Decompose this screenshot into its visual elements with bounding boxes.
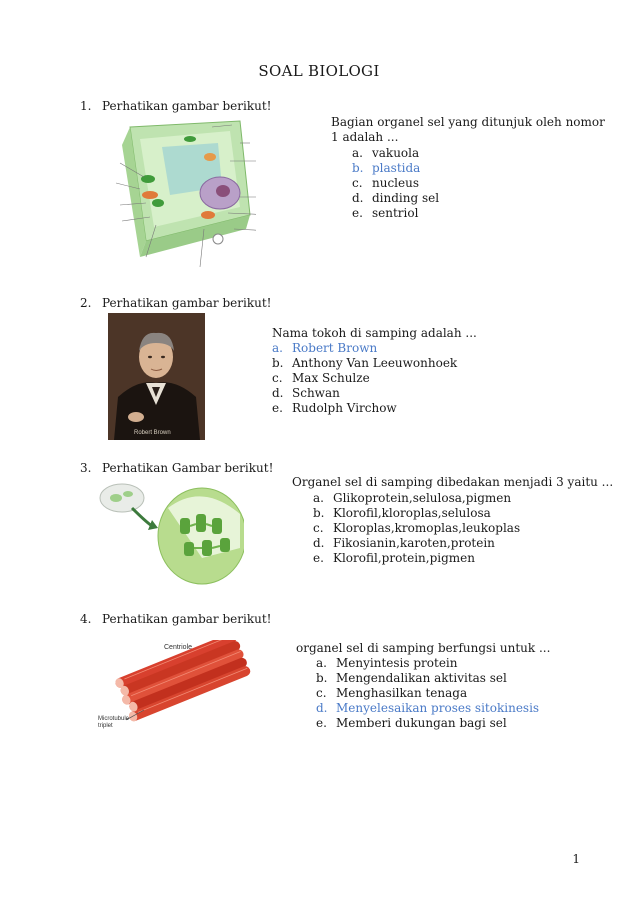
question-3-stem: Organel sel di samping dibedakan menjadi 3 yaitu ...: [292, 475, 614, 489]
option-c[interactable]: [352, 176, 439, 191]
option-letter: a.: [352, 146, 363, 160]
centriole-illustration: [96, 640, 256, 740]
question-2-prompt: [80, 296, 272, 310]
option-letter: b.: [313, 506, 325, 520]
option-letter: c.: [352, 176, 363, 190]
option-letter: b.: [272, 356, 284, 370]
option-text: Fikosianin,karoten,protein: [333, 536, 495, 550]
option-a[interactable]: [272, 341, 457, 356]
option-b[interactable]: [316, 671, 539, 686]
option-b[interactable]: [272, 356, 457, 371]
question-1-options: [352, 146, 439, 221]
option-c[interactable]: [316, 686, 539, 701]
option-letter: a.: [313, 491, 324, 505]
option-c[interactable]: [313, 521, 520, 536]
page-title: SOAL BIOLOGI: [258, 62, 380, 80]
question-prompt: Perhatikan gambar berikut!: [102, 612, 272, 626]
option-letter: d.: [316, 701, 328, 715]
question-3-options: [313, 491, 520, 566]
option-c[interactable]: [272, 371, 457, 386]
option-letter: e.: [313, 551, 324, 565]
option-letter: e.: [272, 401, 283, 415]
option-b[interactable]: [313, 506, 520, 521]
centriole-label: Centriole: [164, 644, 193, 651]
option-text: Kloroplas,kromoplas,leukoplas: [333, 521, 521, 535]
option-text: Rudolph Virchow: [292, 401, 397, 415]
plant-cell-diagram: [100, 117, 256, 273]
option-e[interactable]: [316, 716, 539, 731]
question-prompt: Perhatikan gambar berikut!: [102, 99, 272, 113]
question-prompt: Perhatikan gambar berikut!: [102, 296, 272, 310]
question-prompt: Perhatikan Gambar berikut!: [102, 461, 274, 475]
portrait-photo: [108, 313, 205, 440]
option-text: Schwan: [292, 386, 340, 400]
option-b[interactable]: [352, 161, 439, 176]
portrait-caption: Robert Brown: [134, 430, 171, 436]
option-d[interactable]: [313, 536, 520, 551]
option-text: Klorofil,kloroplas,selulosa: [333, 506, 491, 520]
option-text: Max Schulze: [292, 371, 370, 385]
option-letter: d.: [272, 386, 284, 400]
question-1-prompt: [80, 99, 272, 113]
option-letter: d.: [352, 191, 364, 205]
question-2-options: [272, 341, 457, 416]
option-a[interactable]: [316, 656, 539, 671]
option-text: Menyelesaikan proses sitokinesis: [336, 701, 540, 715]
option-d[interactable]: [272, 386, 457, 401]
option-a[interactable]: [352, 146, 439, 161]
option-letter: c.: [313, 521, 324, 535]
option-letter: c.: [316, 686, 327, 700]
question-number: 1.: [80, 99, 92, 113]
option-letter: c.: [272, 371, 283, 385]
label-line: triplet: [98, 723, 113, 729]
option-d[interactable]: [316, 701, 539, 716]
question-1-stem: [331, 115, 605, 145]
option-letter: b.: [316, 671, 328, 685]
option-e[interactable]: [352, 206, 439, 221]
option-text: nucleus: [372, 176, 420, 190]
page-number: 1: [572, 852, 580, 866]
option-text: Glikoprotein,selulosa,pigmen: [333, 491, 512, 505]
question-number: 2.: [80, 296, 92, 310]
question-2-stem: Nama tokoh di samping adalah ...: [272, 326, 477, 340]
question-4-prompt: [80, 612, 272, 626]
option-e[interactable]: [313, 551, 520, 566]
stem-line: 1 adalah ...: [331, 130, 399, 144]
option-d[interactable]: [352, 191, 439, 206]
option-text: Menyintesis protein: [336, 656, 458, 670]
option-text: Klorofil,protein,pigmen: [333, 551, 476, 565]
option-text: Menghasilkan tenaga: [336, 686, 468, 700]
option-letter: d.: [313, 536, 325, 550]
chloroplast-illustration: [98, 478, 244, 588]
option-text: Mengendalikan aktivitas sel: [336, 671, 507, 685]
option-a[interactable]: [313, 491, 520, 506]
microtubule-label: [98, 716, 129, 730]
stem-line: Bagian organel sel yang ditunjuk oleh nomor: [331, 115, 605, 129]
option-letter: a.: [272, 341, 283, 355]
option-text: plastida: [372, 161, 421, 175]
label-line: Microtubule: [98, 716, 130, 722]
option-text: Memberi dukungan bagi sel: [336, 716, 507, 730]
option-text: vakuola: [372, 146, 420, 160]
option-text: sentriol: [372, 206, 419, 220]
option-text: Anthony Van Leeuwonhoek: [292, 356, 458, 370]
option-letter: e.: [316, 716, 327, 730]
option-letter: e.: [352, 206, 363, 220]
question-4-options: [316, 656, 539, 731]
question-number: 3.: [80, 461, 92, 475]
option-text: dinding sel: [372, 191, 440, 205]
option-e[interactable]: [272, 401, 457, 416]
option-letter: a.: [316, 656, 327, 670]
question-3-prompt: [80, 461, 273, 475]
question-4-stem: organel sel di samping berfungsi untuk ...: [296, 641, 551, 655]
option-letter: b.: [352, 161, 364, 175]
question-number: 4.: [80, 612, 92, 626]
option-text: Robert Brown: [292, 341, 378, 355]
